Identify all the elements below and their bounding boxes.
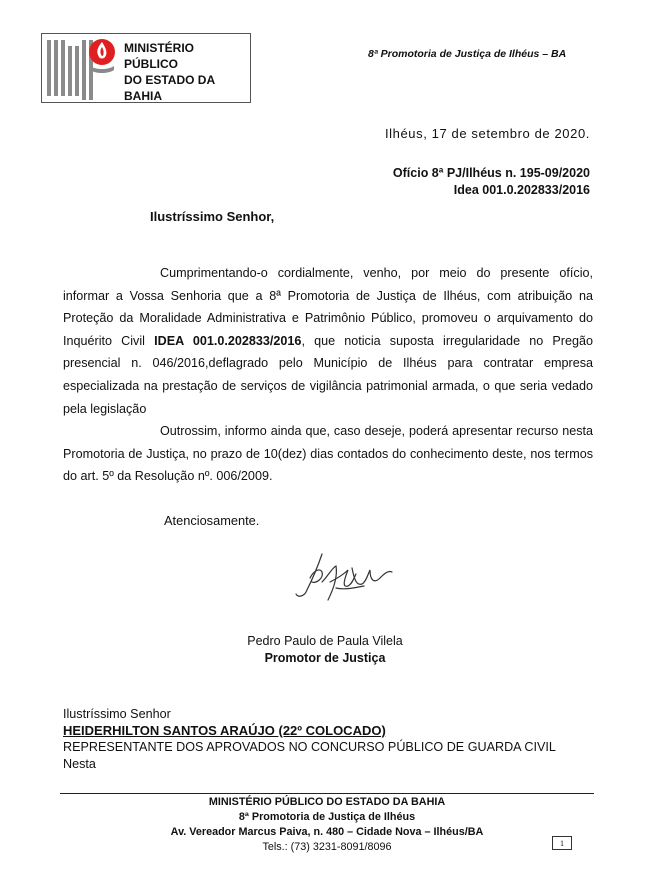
body-paragraph-2: Outrossim, informo ainda que, caso deseje, poderá apresentar recurso nesta Promotoria de Justiça, no prazo de 10(dez) dias contados do conhecimento deste, nos termos do art. 5º da Resolução nº. 006/2009. xyxy=(63,424,593,484)
header-logo-box xyxy=(41,33,251,103)
footer-phone: Tels.: (73) 3231-8091/8096 xyxy=(262,841,392,853)
letter-body xyxy=(63,262,593,488)
signature-icon xyxy=(292,548,402,608)
footer xyxy=(60,795,594,855)
signer-name: Pedro Paulo de Paula Vilela xyxy=(247,634,403,648)
body-paragraph-1: Cumprimentando-o cordialmente, venho, por meio do presente ofício, informar a Vossa Senhoria que a 8ª Promotoria de Justiça de Ilhéus, com atribuição na Proteção da Moralidade Administrativa e Patrimônio Público, promoveu o arquivamento do Inquérito Civil IDEA 001.0.202833/2016, que noticia suposta irregularidade no Pregão presencial n. 046/2016,deflagrado pelo Município de Ilhéus para contratar empresa especializada na prestação de serviços de vigilância patrimonial armada, o que seria vedado pela legislação xyxy=(63,266,593,416)
closing: Atenciosamente. xyxy=(164,513,260,528)
date-line: Ilhéus, 17 de setembro de 2020. xyxy=(384,126,590,141)
addressee-name: HEIDERHILTON SANTOS ARAÚJO (22º COLOCADO) xyxy=(63,722,386,738)
addressee-salutation: Ilustríssimo Senhor xyxy=(63,707,171,721)
addressee-block xyxy=(63,706,556,772)
signer-block xyxy=(240,633,410,667)
idea-number: Idea 001.0.202833/2016 xyxy=(453,183,590,197)
footer-office: 8ª Promotoria de Justiça de Ilhéus xyxy=(238,811,416,823)
reference-block xyxy=(393,165,590,199)
addressee-location: Nesta xyxy=(63,756,96,771)
footer-divider xyxy=(60,793,594,794)
signer-role: Promotor de Justiça xyxy=(264,651,386,665)
org-name: MINISTÉRIO PÚBLICO DO ESTADO DA BAHIA xyxy=(124,41,215,103)
mp-logo-icon xyxy=(44,36,120,100)
addressee-title: REPRESENTANTE DOS APROVADOS NO CONCURSO PÚBLICO DE GUARDA CIVIL xyxy=(63,740,556,754)
page-number: 1 xyxy=(552,836,572,850)
oficio-number: Ofício 8ª PJ/Ilhéus n. 195-09/2020 xyxy=(392,166,590,180)
salutation: Ilustríssimo Senhor, xyxy=(150,209,275,224)
footer-address: Av. Vereador Marcus Paiva, n. 480 – Cidade Nova – Ilhéus/BA xyxy=(170,826,484,838)
footer-org: MINISTÉRIO PÚBLICO DO ESTADO DA BAHIA xyxy=(208,796,446,808)
header-office: 8ª Promotoria de Justiça de Ilhéus – BA xyxy=(368,48,567,60)
